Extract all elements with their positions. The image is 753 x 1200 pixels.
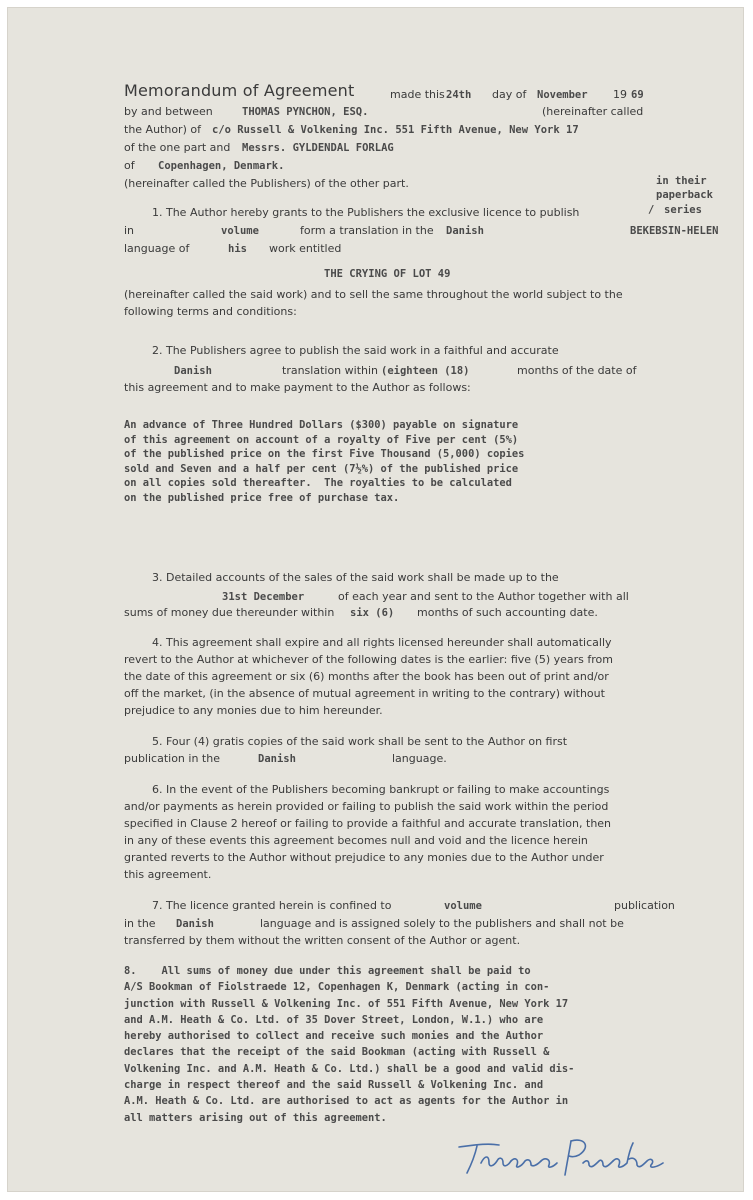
clause-6-line-1 <box>124 784 646 796</box>
made-this-label: made this <box>390 88 445 101</box>
clause-5-line-1 <box>124 736 646 748</box>
form-mid-text: form a translation in the <box>300 224 434 237</box>
clause-1-slash: / <box>648 204 655 216</box>
clause-7-text-2: language and is assigned solely to the publishers and shall not be <box>260 917 624 930</box>
clause-1-line-1 <box>124 204 702 219</box>
clause-7-text-1: 7. The licence granted herein is confined to <box>152 899 392 912</box>
agreement-page <box>8 8 743 1191</box>
author-of-label: the Author) of <box>124 123 201 136</box>
parties-line-3 <box>124 142 646 154</box>
of-label: of <box>124 159 135 172</box>
clause-7-line-2 <box>124 918 646 930</box>
margin-paperback: paperback <box>656 189 713 201</box>
clause-1-cont-1: (hereinafter called the said work) and to sell the same throughout the world subject to the <box>124 288 623 301</box>
in-label: in <box>124 224 135 237</box>
clause-2-line-3: this agreement and to make payment to the Author as follows: <box>124 381 471 394</box>
clause-6-line-6: this agreement. <box>124 868 212 881</box>
clause-3-months: six (6) <box>350 607 395 619</box>
clause-5-language: Danish <box>258 753 296 765</box>
clause-4-line-3: the date of this agreement or six (6) months after the book has been out of print and/or <box>124 670 609 683</box>
advance-royalty-terms: An advance of Three Hundred Dollars ($300) payable on signature of this agreement on account of a royalty of Five per cent (5%) of the published price on the first Five Thousand (5,000) copies sold and Seven and a half per cent (7½%) of the published price on all copies sold thereafter. The royalties to be calculated on the published price free of purchase tax. <box>124 419 525 504</box>
clause-2-months: (eighteen (18) <box>381 365 470 377</box>
clause-7-form: volume <box>444 900 482 912</box>
clause-6-line-4: in any of these events this agreement becomes null and void and the licence herein <box>124 834 588 847</box>
clause-4-line-1 <box>124 637 646 649</box>
clause-4-line-4: off the market, (in the absence of mutual agreement in writing to the contrary) without <box>124 687 605 700</box>
clause-3-line-1 <box>124 572 646 584</box>
author-signature <box>453 1133 668 1183</box>
year-value: 69 <box>631 89 644 101</box>
clause-4-line-5: prejudice to any monies due to him hereunder. <box>124 704 383 717</box>
series-name: BEKEBSIN-HELEN <box>630 225 719 237</box>
his-value: his <box>228 243 247 255</box>
clause-7-line-1 <box>124 899 675 912</box>
translation-within-label: translation within <box>282 364 379 377</box>
clause-3-line-3 <box>124 607 646 619</box>
clause-6-text-1: 6. In the event of the Publishers becoming bankrupt or failing to make accountings <box>152 783 610 796</box>
clause-7-language: Danish <box>176 918 214 930</box>
clause-5-language-label: language. <box>392 752 447 765</box>
clause-3-text-4: months of such accounting date. <box>417 606 598 619</box>
clause-5-text-1: 5. Four (4) gratis copies of the said work shall be sent to the Author on first <box>152 735 568 748</box>
clause-3-text-1: 3. Detailed accounts of the sales of the said work shall be made up to the <box>152 571 559 584</box>
clause-7-line-3: transferred by them without the written consent of the Author or agent. <box>124 934 521 947</box>
clause-3-text-2: of each year and sent to the Author together with all <box>338 590 629 603</box>
clause-4-line-2: revert to the Author at whichever of the following dates is the earlier: five (5) years from <box>124 653 613 666</box>
accounting-date-value: 31st December <box>222 591 305 603</box>
publisher-name: Messrs. GYLDENDAL FORLAG <box>242 142 394 154</box>
document-title: Memorandum of Agreement <box>124 81 355 100</box>
clause-2-line-1 <box>124 345 646 357</box>
publisher-city: Copenhagen, Denmark. <box>158 160 285 172</box>
title-line <box>124 81 646 101</box>
day-value: 24th <box>446 89 472 101</box>
clause-7-publication: publication <box>614 899 675 912</box>
clause-6-line-3: specified in Clause 2 hereof or failing to provide a faithful and accurate translation, then <box>124 817 612 830</box>
language-value: Danish <box>446 225 484 237</box>
publishers-other-part: (hereinafter called the Publishers) of the other part. <box>124 177 409 190</box>
work-title: THE CRYING OF LOT 49 <box>324 268 451 280</box>
by-between-label: by and between <box>124 105 213 118</box>
clause-2-language: Danish <box>174 365 212 377</box>
parties-line-5 <box>124 178 646 190</box>
hereinafter-called-label: (hereinafter called <box>542 105 644 118</box>
author-name: THOMAS PYNCHON, ESQ. <box>242 106 369 118</box>
clause-6-line-2: and/or payments as herein provided or failing to publish the said work within the period <box>124 800 609 813</box>
clause-1-line-3 <box>124 243 646 255</box>
publication-in-label: publication in the <box>124 752 220 765</box>
author-address: c/o Russell & Volkening Inc. 551 Fifth Avenue, New York 17 <box>212 124 579 136</box>
parties-line-4 <box>124 160 646 172</box>
language-of-label: language of <box>124 242 190 255</box>
day-of-label: day of <box>492 88 527 101</box>
clause-4-text-1: 4. This agreement shall expire and all rights licensed hereunder shall automatically <box>152 636 612 649</box>
clause-5-line-2 <box>124 753 646 765</box>
clause-2-text-1: 2. The Publishers agree to publish the said work in a faithful and accurate <box>152 344 559 357</box>
months-of-date-label: months of the date of <box>517 364 637 377</box>
clause-1-cont-2: following terms and conditions: <box>124 305 297 318</box>
year-prefix: 19 <box>613 88 627 101</box>
form-value: volume <box>221 225 259 237</box>
month-value: November <box>537 89 588 101</box>
payment-clause-8: 8. All sums of money due under this agreement shall be paid to A/S Bookman of Fiolstraede 12, Copenhagen K, Denmark (acting in con- junction with Russell & Volkening Inc. of 551 Fifth Avenue, New York 17 and A.M. Heath & Co. Ltd. of 35 Dover Street, London, W.1.) who are hereby authorised to collect and receive such monies and the Author declares that the receipt of the said Bookman (acting with Russell & Volkening Inc. and A.M. Heath & Co. Ltd.) shall be a good and valid dis- charge in respect thereof and the said Russell & Volkening Inc. and A.M. Heath & Co. Ltd. are authorised to act as agents for the Author in all matters arising out of this agreement. <box>124 965 575 1124</box>
clause-6-line-5: granted reverts to the Author without prejudice to any monies due to the Author under <box>124 851 604 864</box>
parties-line-2 <box>124 124 646 136</box>
clause-1-text-1: 1. The Author hereby grants to the Publishers the exclusive licence to publish <box>152 206 580 219</box>
one-part-label: of the one part and <box>124 141 231 154</box>
margin-in-their: in their <box>656 175 707 187</box>
clause-3-text-3: sums of money due thereunder within <box>124 606 335 619</box>
parties-line-1 <box>124 106 646 118</box>
clause-7-in-the: in the <box>124 917 156 930</box>
clause-1-series-word: series <box>664 204 702 216</box>
work-entitled-label: work entitled <box>269 242 342 255</box>
clause-1-line-2 <box>124 224 719 237</box>
